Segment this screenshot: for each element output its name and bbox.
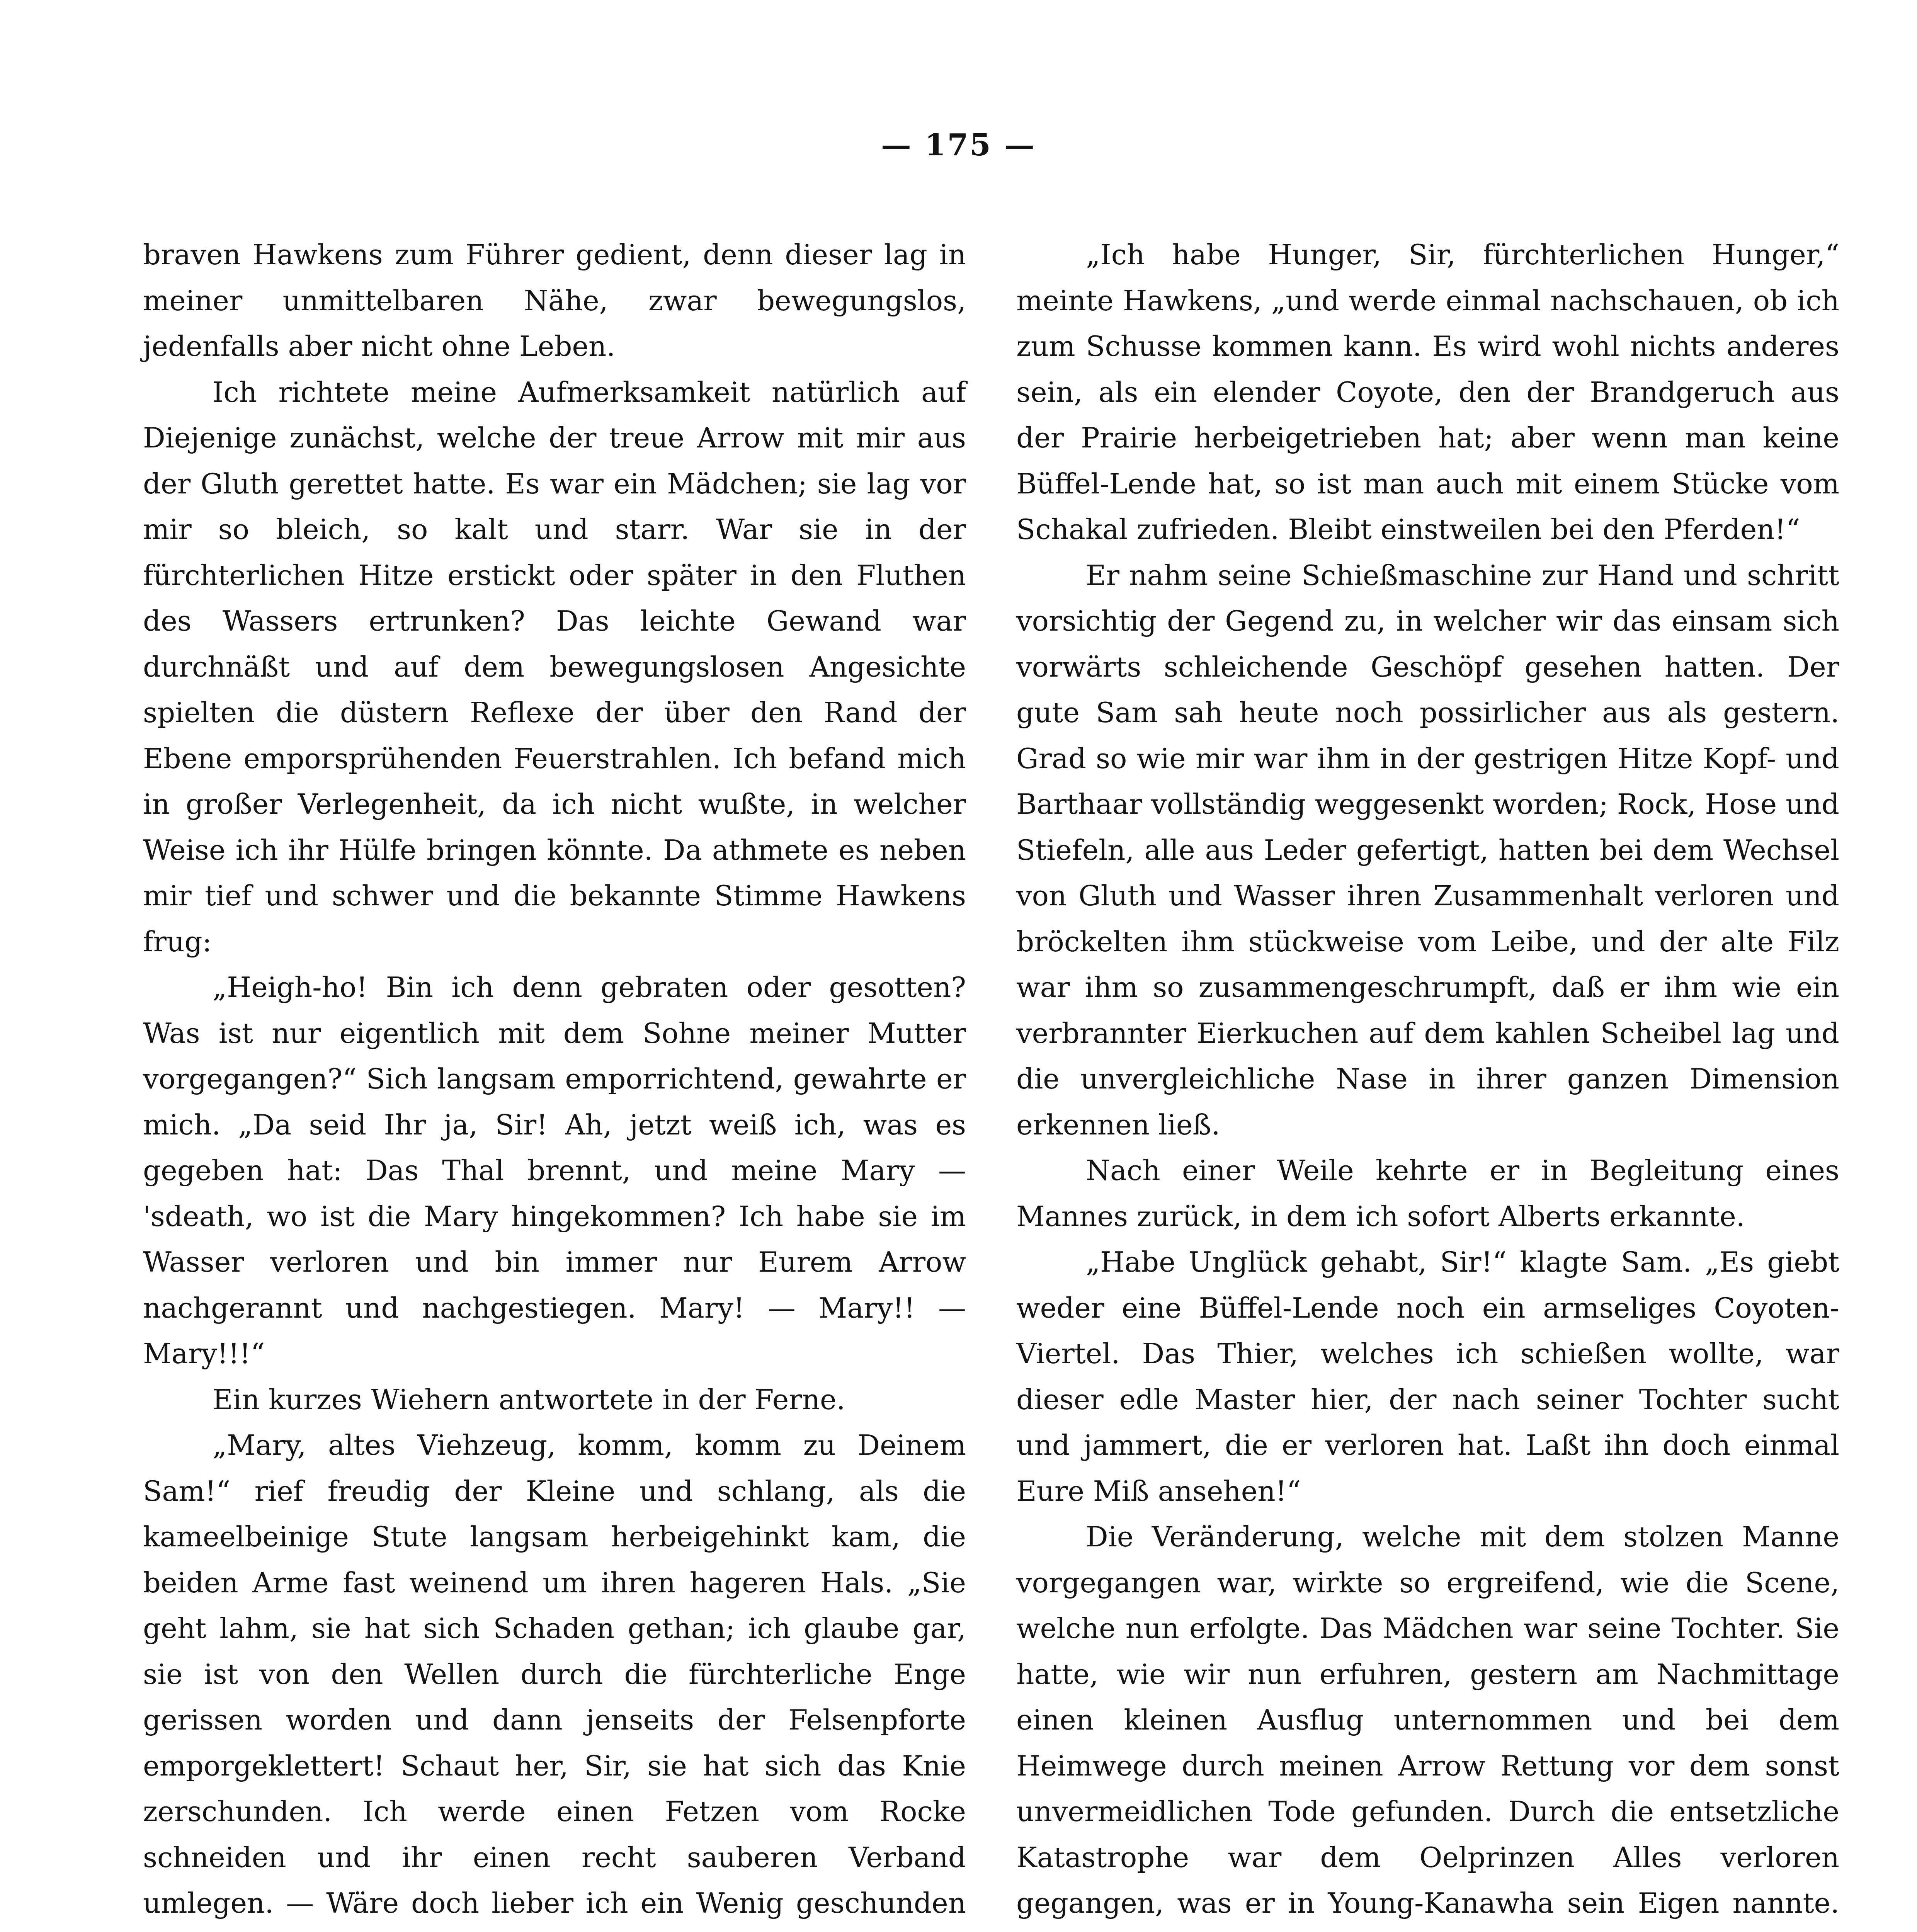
paragraph: Ein kurzes Wiehern antwortete in der Ferne. — [213, 1383, 845, 1416]
page-number: — 175 — — [881, 128, 1036, 163]
column-divider — [991, 232, 992, 1932]
paragraph: Nach einer Weile kehrte er in Begleitung eines Mannes zurück, in dem ich sofort Alberts erkannte. — [1016, 1154, 1839, 1233]
left-text-column — [143, 232, 966, 1932]
paragraph: „Heigh-ho! Bin ich denn gebraten oder gesotten? Was ist nur eigentlich mit dem Sohne meiner Mutter vorgegangen?“ Sich langsam emporrichtend, gewahrte er mich. „Da seid Ihr ja, Sir! Ah, jetzt weiß ich, was es gegeben hat: Das Thal brennt, und meine Mary — 'sdeath, wo ist die Mary hingekommen? Ich habe sie im Wasser verloren und bin immer nur Eurem Arrow nachgerannt und nachgestiegen. Mary! — Mary!! — Mary!!!“ — [143, 971, 966, 1370]
paragraph: „Mary, altes Viehzeug, komm, komm zu Deinem Sam!“ rief freudig der Kleine und schlang, als die kameelbeinige Stute langsam herbeigehinkt kam, die beiden Arme fast weinend um ihren hageren Hals. „Sie geht lahm, sie hat sich Schaden gethan; ich glaube gar, sie ist von den Wellen durch die fürchterliche Enge gerissen worden und dann jenseits der Felsenpforte emporgeklettert! Schaut her, Sir, sie hat sich das Knie zerschunden. Ich werde einen Fetzen vom Rocke schneiden und ihr einen recht sauberen Verband umlegen. — Wäre doch lieber ich ein Wenig geschunden — [143, 1429, 966, 1919]
paragraph: Die Veränderung, welche mit dem stolzen Manne vorgegangen war, wirkte so ergreifend, wie die Scene, welche nun erfolgte. Das Mädchen war seine Tochter. Sie hatte, wie wir nun erfuhren, gestern am Nachmittage einen kleinen Ausflug unternommen und bei dem Heimwege durch meinen Arrow Rettung vor dem sonst unvermeidlichen Tode gefunden. Durch die entsetzliche Katastrophe war dem Oelprinzen Alles verloren gegangen, was er in Young-Kanawha sein Eigen nannte. — [1016, 1520, 1839, 1919]
paragraph: braven Hawkens zum Führer gedient, denn dieser lag in meiner unmittelbaren Nähe, zwar bewegungslos, jedenfalls aber nicht ohne Leben. — [143, 238, 966, 362]
paragraph: Er nahm seine Schießmaschine zur Hand und schritt vorsichtig der Gegend zu, in welcher wir das einsam sich vorwärts schleichende Geschöpf gesehen hatten. Der gute Sam sah heute noch possirlicher aus als gestern. Grad so wie mir war ihm in der gestrigen Hitze Kopf- und Barthaar vollständig weggesenkt worden; Rock, Hose und Stiefeln, alle aus Leder gefertigt, hatten bei dem Wechsel von Gluth und Wasser ihren Zusammenhalt verloren und bröckelten ihm stückweise vom Leibe, und der alte Filz war ihm so zusammengeschrumpft, daß er ihm wie ein verbrannter Eierkuchen auf dem kahlen Scheibel lag und die unvergleichliche Nase in ihrer ganzen Dimension erkennen ließ. — [1016, 559, 1839, 1141]
paragraph: „Habe Unglück gehabt, Sir!“ klagte Sam. „Es giebt weder eine Büffel-Lende noch ein armseliges Coyoten-Viertel. Das Thier, welches ich schießen wollte, war dieser edle Master hier, der nach seiner Tochter sucht und jammert, die er verloren hat. Laßt ihn doch einmal Eure Miß ansehen!“ — [1016, 1246, 1839, 1507]
paragraph: „Ich habe Hunger, Sir, fürchterlichen Hunger,“ meinte Hawkens, „und werde einmal nachschauen, ob ich zum Schusse kommen kann. Es wird wohl nichts anderes sein, als ein elender Coyote, den der Brandgeruch aus der Prairie herbeigetrieben hat; aber wenn man keine Büffel-Lende hat, so ist man auch mit einem Stücke vom Schakal zufrieden. Bleibt einstweilen bei den Pferden!“ — [1016, 238, 1839, 546]
paragraph: Ich richtete meine Aufmerksamkeit natürlich auf Diejenige zunächst, welche der treue Arrow mit mir aus der Gluth gerettet hatte. Es war ein Mädchen; sie lag vor mir so bleich, so kalt und starr. War sie in der fürchterlichen Hitze erstickt oder später in den Fluthen des Wassers ertrunken? Das leichte Gewand war durchnäßt und auf dem bewegungslosen Angesichte spielten die düstern Reflexe der über den Rand der Ebene emporsprühenden Feuerstrahlen. Ich befand mich in großer Verlegenheit, da ich nicht wußte, in welcher Weise ich ihr Hülfe bringen könnte. Da athmete es neben mir tief und schwer und die bekannte Stimme Hawkens frug: — [143, 376, 966, 958]
right-text-column — [1016, 232, 1839, 1932]
